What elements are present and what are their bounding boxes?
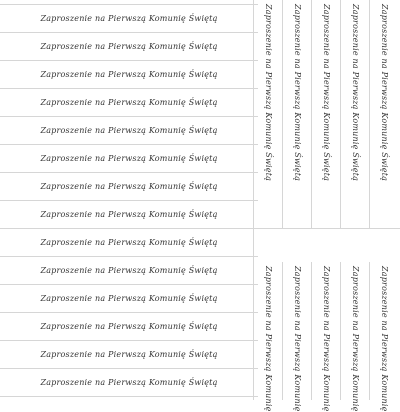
invitation-strip — [0, 228, 258, 256]
column-text: Zaproszenie na Pierwszą Komunię Świętą — [264, 4, 273, 182]
strip-text: Zaproszenie na Pierwszą Komunię Świętą — [40, 294, 218, 303]
invitation-column — [369, 262, 398, 412]
strip-text: Zaproszenie na Pierwszą Komunię Świętą — [40, 126, 218, 135]
invitation-column — [311, 262, 340, 412]
invitation-strip — [0, 4, 258, 32]
invitation-strip — [0, 172, 258, 200]
strip-text: Zaproszenie na Pierwszą Komunię Świętą — [40, 350, 218, 359]
invitation-strip — [0, 284, 258, 312]
column-text: Zaproszenie na Pierwszą Komunię Świętą — [380, 4, 389, 182]
column-text: Zaproszenie na Pierwszą Komunię — [380, 266, 389, 412]
column-text: Zaproszenie na Pierwszą Komunię — [293, 266, 302, 412]
column-text: Zaproszenie na Pierwszą Komunię Świętą — [351, 4, 360, 182]
strip-text: Zaproszenie na Pierwszą Komunię Świętą — [40, 378, 218, 387]
strip-text: Zaproszenie na Pierwszą Komunię Świętą — [40, 210, 218, 219]
invitation-column — [369, 0, 398, 228]
invitation-column — [253, 262, 282, 412]
invitation-column — [340, 0, 369, 228]
invitation-strip — [0, 340, 258, 368]
cut-line — [0, 396, 258, 397]
invitation-strip — [0, 256, 258, 284]
invitation-strip — [0, 312, 258, 340]
strip-text: Zaproszenie na Pierwszą Komunię Świętą — [40, 266, 218, 275]
cut-line — [253, 228, 400, 229]
invitation-strip — [0, 32, 258, 60]
column-text: Zaproszenie na Pierwszą Komunię Świętą — [293, 4, 302, 182]
invitation-strip — [0, 60, 258, 88]
invitation-column — [340, 262, 369, 412]
invitation-strip — [0, 200, 258, 228]
invitation-strip — [0, 368, 258, 396]
column-text: Zaproszenie na Pierwszą Komunię — [351, 266, 360, 412]
invitation-strip — [0, 144, 258, 172]
invitation-column — [282, 262, 311, 412]
strip-text: Zaproszenie na Pierwszą Komunię Świętą — [40, 70, 218, 79]
cut-line — [253, 228, 254, 262]
strip-text: Zaproszenie na Pierwszą Komunię Świętą — [40, 182, 218, 191]
strip-text: Zaproszenie na Pierwszą Komunię Świętą — [40, 238, 218, 247]
invitation-strip — [0, 116, 258, 144]
strip-text: Zaproszenie na Pierwszą Komunię Świętą — [40, 42, 218, 51]
column-text: Zaproszenie na Pierwszą Komunię Świętą — [322, 4, 331, 182]
invitation-column — [253, 0, 282, 228]
strip-text: Zaproszenie na Pierwszą Komunię Świętą — [40, 98, 218, 107]
invitation-strip — [0, 88, 258, 116]
invitation-column — [311, 0, 340, 228]
column-text: Zaproszenie na Pierwszą Komunię — [264, 266, 273, 412]
invitation-column — [282, 0, 311, 228]
column-text: Zaproszenie na Pierwszą Komunię — [322, 266, 331, 412]
strip-text: Zaproszenie na Pierwszą Komunię Świętą — [40, 322, 218, 331]
strip-text: Zaproszenie na Pierwszą Komunię Świętą — [40, 14, 218, 23]
strip-text: Zaproszenie na Pierwszą Komunię Świętą — [40, 154, 218, 163]
